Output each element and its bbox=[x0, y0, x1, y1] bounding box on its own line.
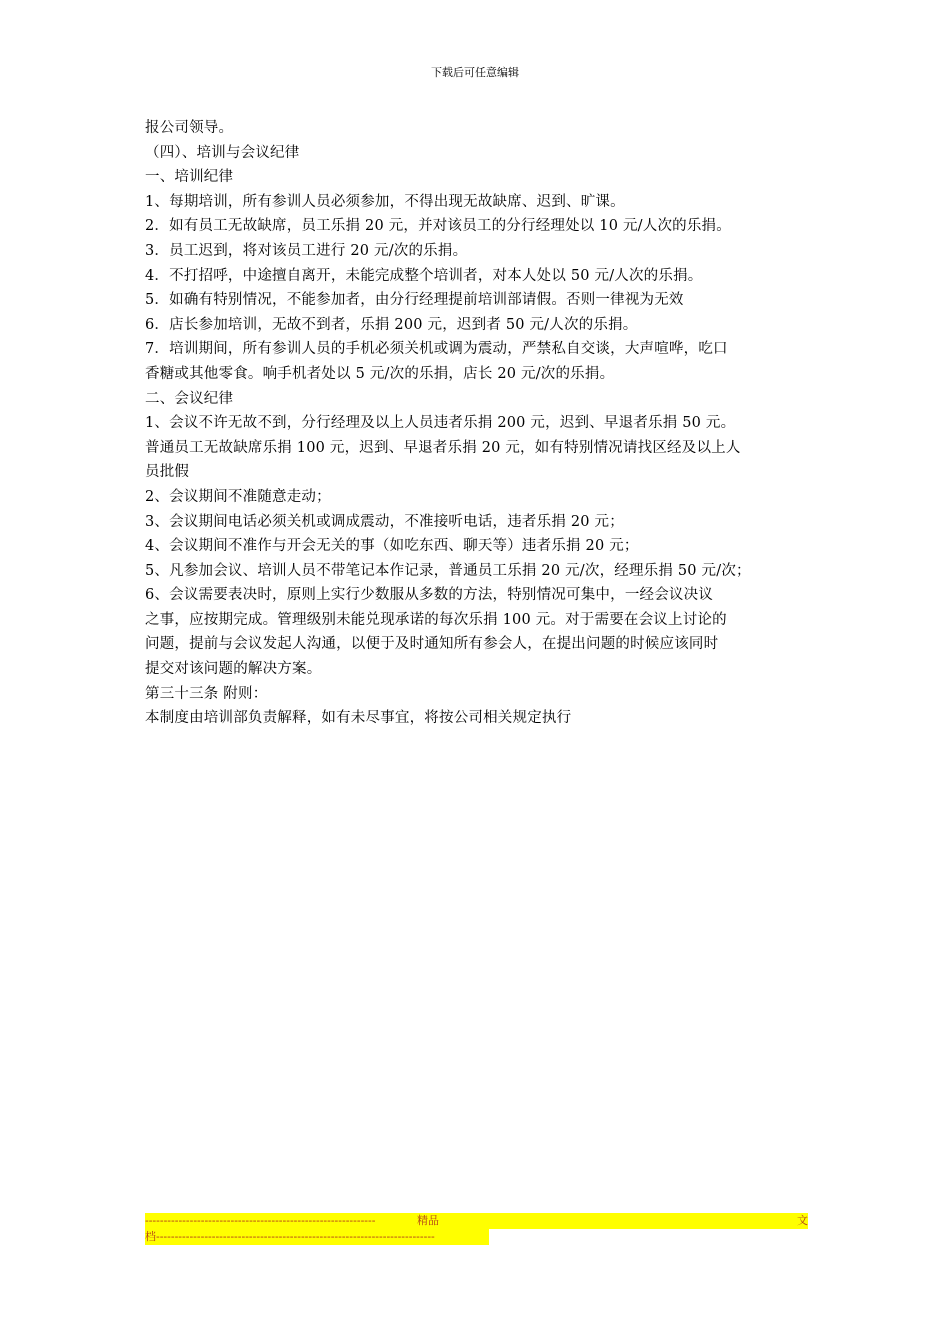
text-line: 4．不打招呼，中途擅自离开，未能完成整个培训者，对本人处以 50 元/人次的乐捐。 bbox=[145, 267, 703, 284]
text-line: 2．如有员工无故缺席，员工乐捐 20 元，并对该员工的分行经理处以 10 元/人次的乐捐。 bbox=[145, 218, 731, 235]
page-footer bbox=[145, 1213, 808, 1245]
subsection-heading: 一、培训纪律 bbox=[145, 169, 234, 186]
text-line: 1、每期培训，所有参训人员必须参加，不得出现无故缺席、迟到、旷课。 bbox=[145, 193, 625, 210]
article-heading: 第三十三条 附则： bbox=[145, 685, 268, 702]
footer-banner-row bbox=[145, 1213, 808, 1229]
text-line: 5．如确有特别情况，不能参加者，由分行经理提前培训部请假。否则一律视为无效 bbox=[145, 292, 684, 309]
footer-banner-row bbox=[145, 1229, 489, 1245]
document-body bbox=[145, 116, 810, 731]
text-line: 2、会议期间不准随意走动； bbox=[145, 488, 331, 505]
footer-char: 精 bbox=[417, 1214, 428, 1227]
footer-char: 档 bbox=[145, 1230, 156, 1243]
text-line: 问题，提前与会议发起人沟通，以便于及时通知所有参会人，在提出问题的时候应该同时 bbox=[145, 636, 719, 653]
text-line: 6．店长参加培训，无故不到者，乐捐 200 元，迟到者 50 元/人次的乐捐。 bbox=[145, 316, 638, 333]
subsection-heading: 二、会议纪律 bbox=[145, 390, 234, 407]
text-line: 3、会议期间电话必须关机或调成震动，不准接听电话，违者乐捐 20 元； bbox=[145, 513, 624, 530]
text-line: 本制度由培训部负责解释，如有未尽事宜，将按公司相关规定执行 bbox=[145, 710, 572, 727]
footer-dashes: --------------------------------------------------------------------------- bbox=[156, 1230, 435, 1243]
page-header: 下载后可任意编辑 bbox=[431, 66, 519, 79]
text-line: 4、会议期间不准作与开会无关的事（如吃东西、聊天等）违者乐捐 20 元； bbox=[145, 538, 639, 555]
text-line: 提交对该问题的解决方案。 bbox=[145, 661, 322, 678]
text-line: 3．员工迟到，将对该员工进行 20 元/次的乐捐。 bbox=[145, 242, 468, 259]
text-line: 报公司领导。 bbox=[145, 120, 234, 136]
text-line: 之事，应按期完成。管理级别未能兑现承诺的每次乐捐 100 元。对于需要在会议上讨论的 bbox=[145, 611, 727, 628]
text-line: 6、会议需要表决时，原则上实行少数服从多数的方法，特别情况可集中，一经会议决议 bbox=[145, 587, 714, 604]
section-heading: （四）、培训与会议纪律 bbox=[145, 144, 300, 161]
text-line: 1、会议不许无故不到，分行经理及以上人员违者乐捐 200 元，迟到、早退者乐捐 50 元。 bbox=[145, 415, 736, 432]
text-line: 7．培训期间，所有参训人员的手机必须关机或调为震动，严禁私自交谈，大声喧哗，吃口 bbox=[145, 341, 728, 358]
footer-dashes: -------------------------------------------------------------- bbox=[145, 1214, 376, 1227]
text-line: 香糖或其他零食。响手机者处以 5 元/次的乐捐，店长 20 元/次的乐捐。 bbox=[145, 365, 615, 382]
text-line: 5、凡参加会议、培训人员不带笔记本作记录，普通员工乐捐 20 元/次，经理乐捐 50 元/次； bbox=[145, 562, 751, 579]
text-line: 员批假 bbox=[145, 464, 190, 481]
footer-char: 品 bbox=[428, 1214, 439, 1227]
footer-char: 文 bbox=[797, 1214, 808, 1227]
text-line: 普通员工无故缺席乐捐 100 元，迟到、早退者乐捐 20 元，如有特别情况请找区经及以上人 bbox=[145, 439, 741, 456]
